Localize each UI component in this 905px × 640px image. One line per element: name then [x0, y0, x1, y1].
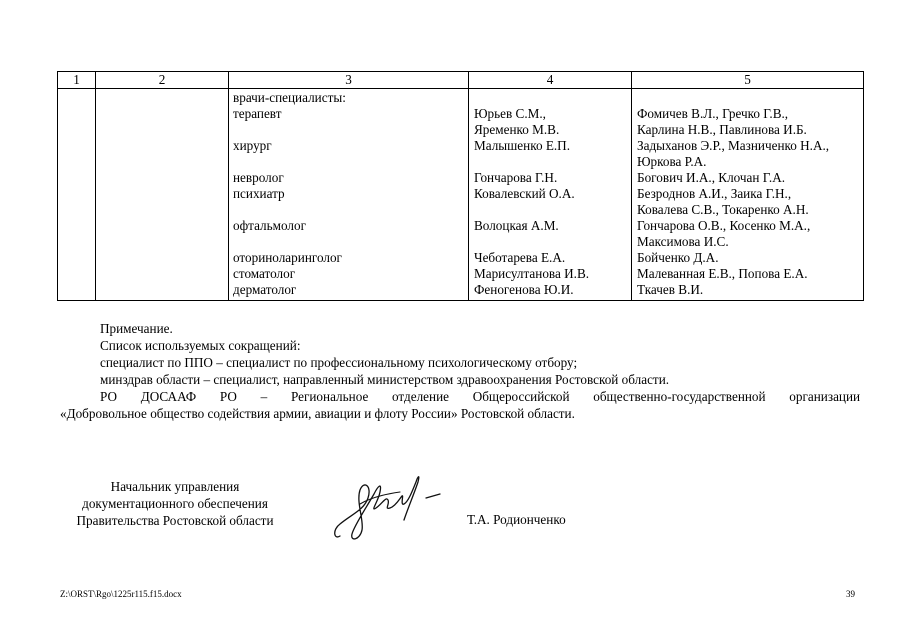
header-col-2: 2: [96, 72, 229, 89]
assignments-table: [57, 71, 864, 301]
cell-line: [474, 90, 631, 106]
cell-line: Чеботарева Е.А.: [474, 250, 566, 265]
header-col-3: 3: [229, 72, 469, 89]
notes-section: [60, 320, 860, 422]
cell-line: терапевт: [233, 106, 282, 121]
ro-word: –: [260, 389, 268, 404]
cell-line: Волоцкая А.М.: [474, 218, 559, 233]
cell-line: хирург: [233, 138, 272, 153]
cell-line: Богович И.А., Клочан Г.А.: [637, 170, 786, 185]
cell-line: Малеванная Е.В., Попова Е.А.: [637, 266, 808, 281]
cell-line: Яременко М.В.: [474, 122, 560, 137]
abbreviation-item-ro-line1: [60, 388, 860, 405]
cell-line: [474, 202, 631, 218]
cell-line: психиатр: [233, 186, 285, 201]
cell-line: невролог: [233, 170, 284, 185]
cell-line: стоматолог: [233, 266, 296, 281]
cell-line: Карлина Н.В., Павлинова И.Б.: [637, 122, 807, 137]
cell-line: Юркова Р.А.: [637, 154, 707, 169]
cell-line: Марисултанова И.В.: [474, 266, 590, 281]
position-line: Правительства Ростовской области: [76, 513, 274, 528]
ro-word: организации: [789, 389, 861, 404]
cell-line: Бойченко Д.А.: [637, 250, 719, 265]
abbreviation-item: минздрав области – специалист, направленный министерством здравоохранения Ростовской области.: [100, 372, 670, 387]
cell-line: Гончарова О.В., Косенко М.А.,: [637, 218, 811, 233]
cell-line: [474, 234, 631, 250]
cell-col-2: [96, 89, 229, 301]
position-line: Начальник управления: [110, 479, 240, 494]
header-col-4: 4: [469, 72, 632, 89]
position-line: документационного обеспечения: [82, 496, 268, 511]
cell-col-4: [469, 89, 632, 301]
cell-line: дерматолог: [233, 282, 297, 297]
cell-line: Фомичев В.Л., Гречко Г.В.,: [637, 106, 789, 121]
cell-line: [637, 90, 863, 106]
cell-line: Максимова И.С.: [637, 234, 729, 249]
cell-line: [233, 122, 468, 138]
ro-word: отделение: [392, 389, 449, 404]
ro-word: Региональное: [290, 389, 369, 404]
cell-line: оториноларинголог: [233, 250, 342, 265]
cell-line: Феногенова Ю.И.: [474, 282, 574, 297]
cell-line: [233, 202, 468, 218]
ro-word: ДОСААФ: [140, 389, 197, 404]
cell-line: офтальмолог: [233, 218, 306, 233]
header-col-5: 5: [632, 72, 864, 89]
cell-line: Ткачев В.И.: [637, 282, 704, 297]
ro-word: Общероссийской: [472, 389, 570, 404]
cell-col-5: [632, 89, 864, 301]
cell-line: [474, 154, 631, 170]
cell-line: Задыханов Э.Р., Мазниченко Н.А.,: [637, 138, 830, 153]
cell-line: Гончарова Г.Н.: [474, 170, 558, 185]
table-header-row: [58, 72, 864, 89]
cell-line: Малышенко Е.П.: [474, 138, 571, 153]
cell-line: [233, 154, 468, 170]
handwritten-signature: [330, 468, 450, 548]
page-number: 39: [846, 589, 855, 599]
file-path: Z:\ORST\Rgo\1225r115.f15.docx: [60, 589, 182, 599]
abbreviations-title: Список используемых сокращений:: [100, 338, 301, 353]
cell-line: врачи-специалисты:: [233, 90, 346, 105]
cell-line: Ковалева С.В., Токаренко А.Н.: [637, 202, 809, 217]
cell-col-1: [58, 89, 96, 301]
ro-word: общественно-государственной: [593, 389, 766, 404]
ro-word: РО: [219, 389, 237, 404]
table-body-row: [58, 89, 864, 301]
cell-col-3: [229, 89, 469, 301]
notes-title: Примечание.: [100, 321, 173, 336]
signatory-name: Т.А. Родионченко: [467, 512, 566, 527]
header-col-1: 1: [58, 72, 96, 89]
cell-line: Безроднов А.И., Заика Г.Н.,: [637, 186, 792, 201]
cell-line: [233, 234, 468, 250]
signatory-position: [60, 478, 290, 529]
ro-word: РО: [100, 389, 118, 404]
abbreviation-item-ro-line2: «Добровольное общество содействия армии, авиации и флоту России» Ростовской области.: [60, 406, 575, 421]
cell-line: Юрьев С.М.,: [474, 106, 546, 121]
cell-line: Ковалевский О.А.: [474, 186, 575, 201]
abbreviation-item: специалист по ППО – специалист по профессиональному психологическому отбору;: [100, 355, 578, 370]
